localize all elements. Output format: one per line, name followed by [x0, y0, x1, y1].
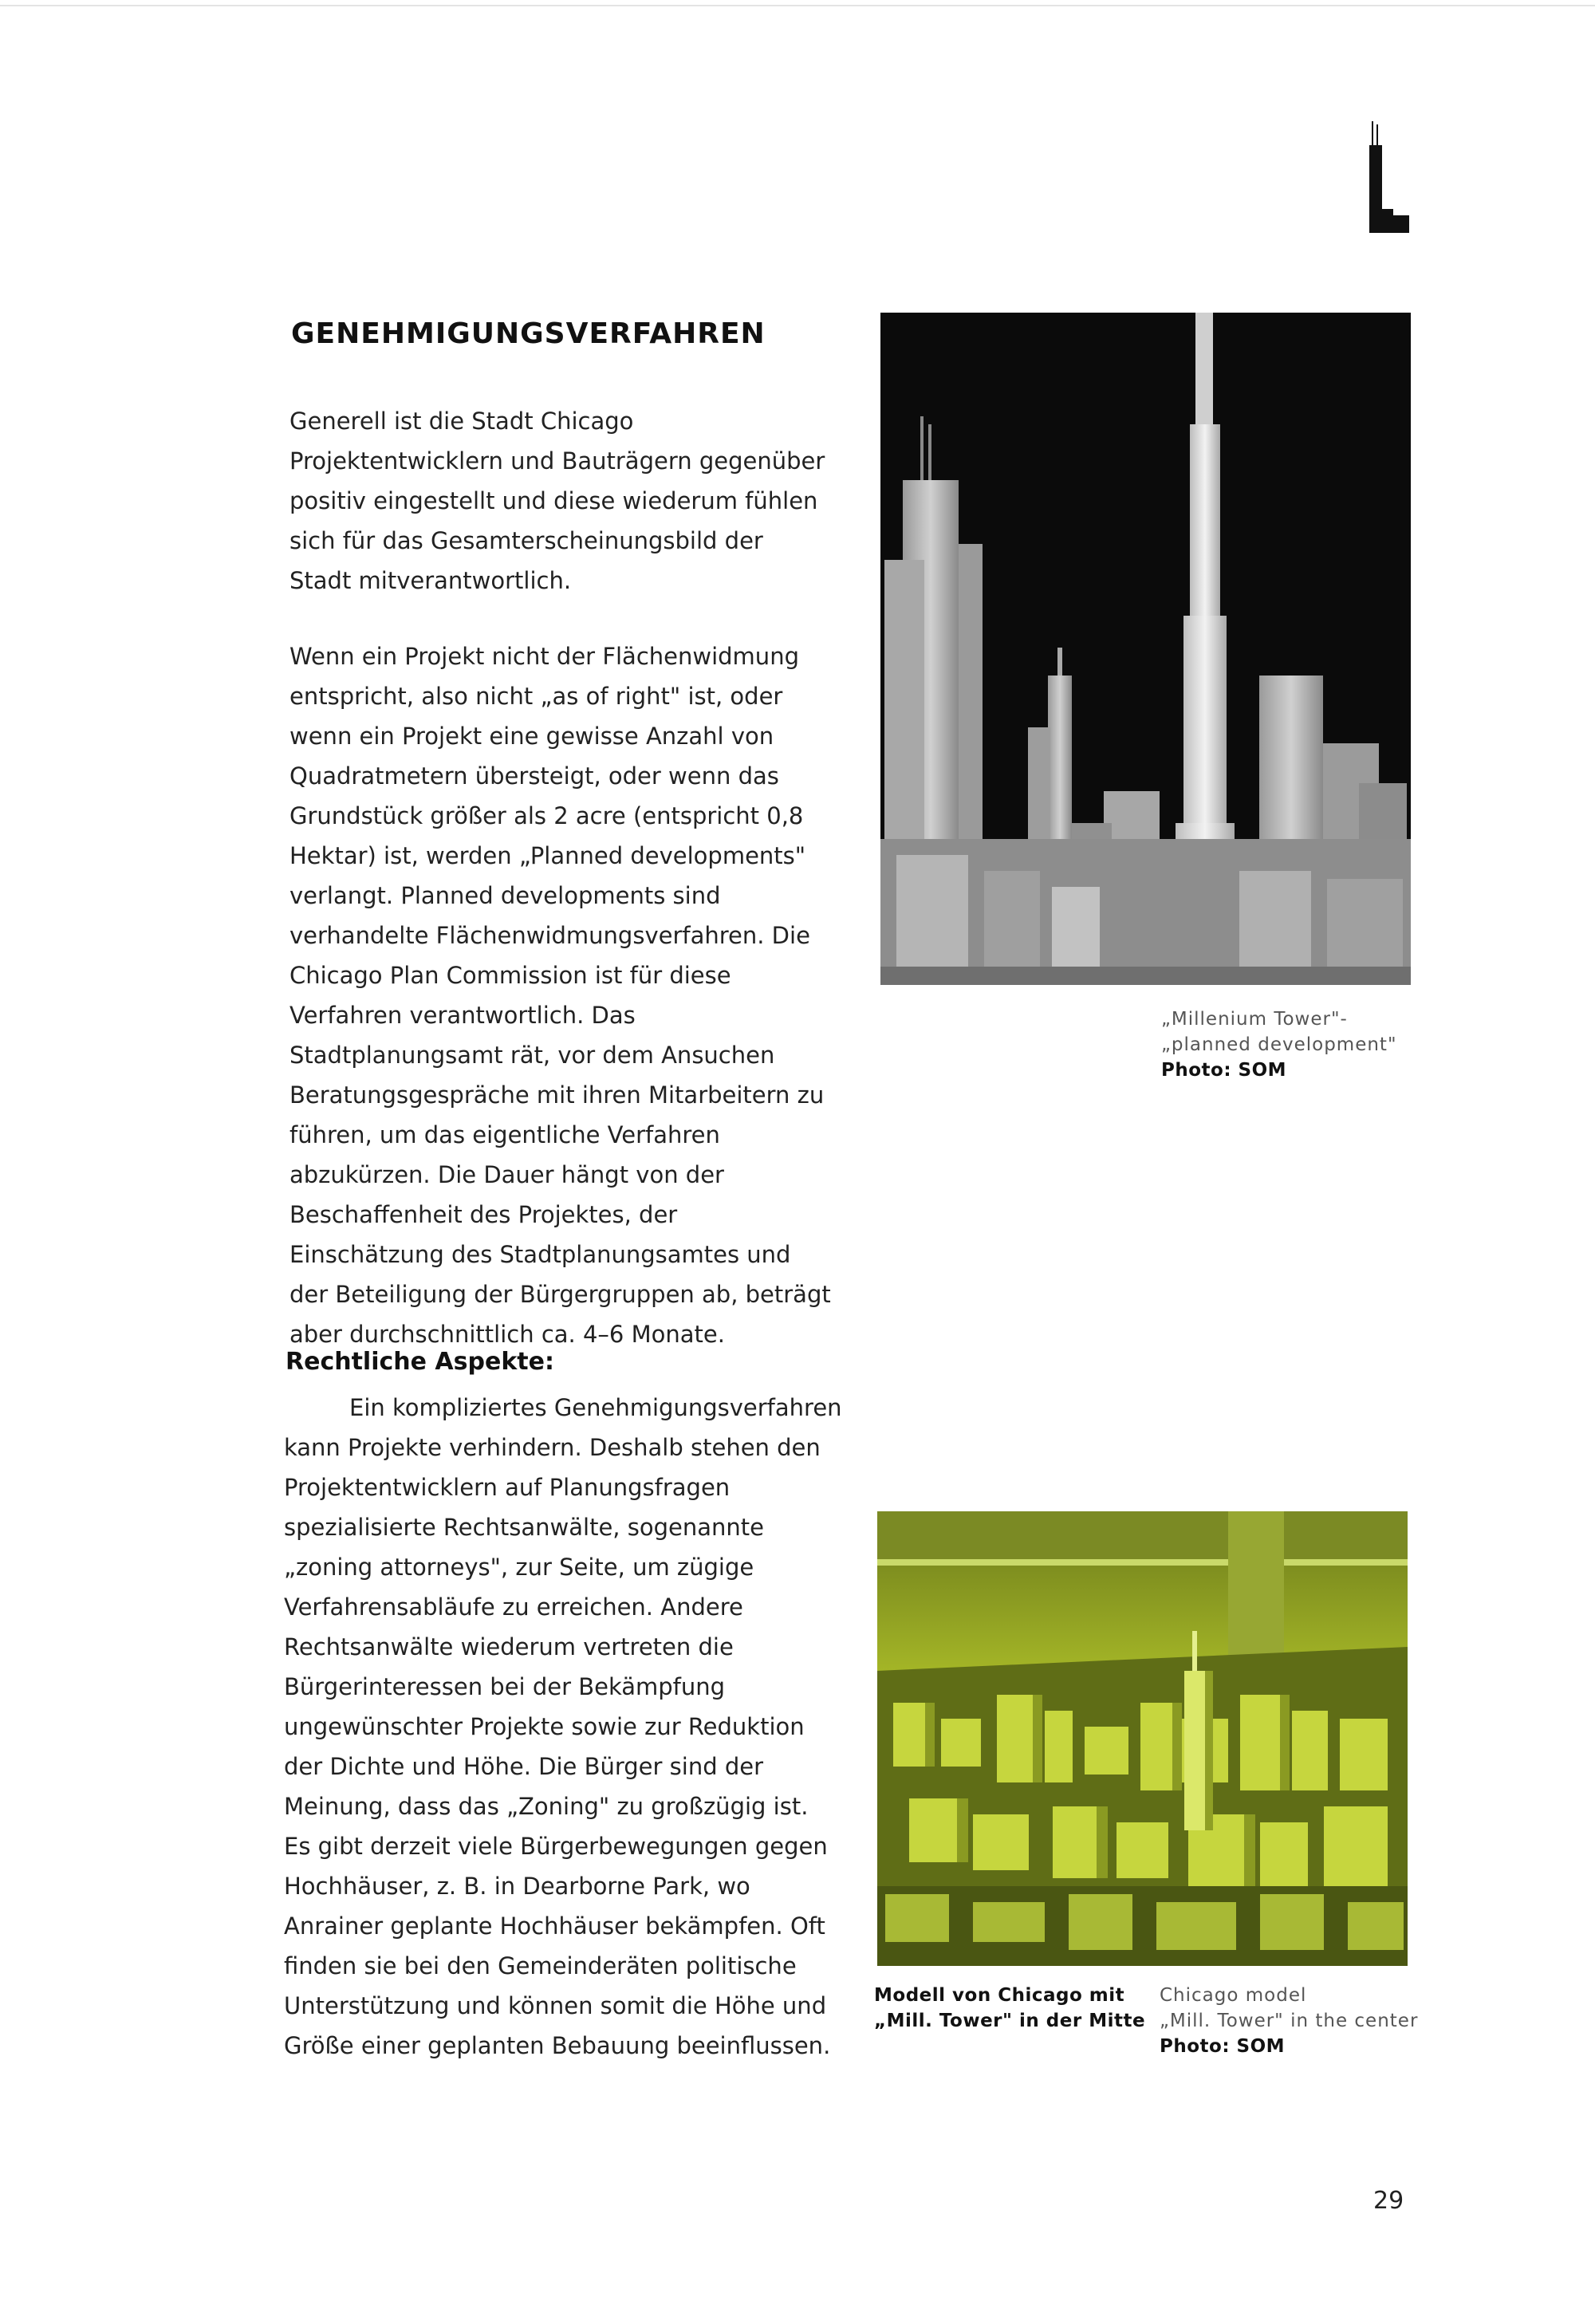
caption-line: „Mill. Tower" in the center — [1160, 2011, 1419, 2031]
photo-credit: Photo: SOM — [1160, 2036, 1286, 2057]
caption-millenium-tower — [1161, 1006, 1397, 1083]
section-heading: GENEHMIGUNGSVERFAHREN — [291, 317, 766, 350]
photo-millenium-tower-model — [880, 313, 1411, 985]
caption-line: Chicago model — [1160, 1985, 1307, 2006]
paragraph-intro: Generell ist die Stadt Chicago Projektentwicklern und Bauträgern gegenüber positiv eingestellt und diese wiederum fühlen sich für das Gesamterscheinungsbild der Stadt mitverantwortlich. — [289, 408, 825, 594]
caption-city-model-english — [1160, 1983, 1418, 2059]
paragraph-planned-developments: Wenn ein Projekt nicht der Flächenwidmung entspricht, also nicht „as of right" ist, oder wenn ein Projekt eine gewisse Anzahl von Quadratmetern übersteigt, oder wenn das Grundstück größer als 2 acre (entspricht 0,8 Hektar) ist, werden „Planned developments" verlangt. Planned developments sind verhandelte Flächenwidmungsverfahren. Die Chicago Plan Commission ist für diese Verfahren verantwortlich. Das Stadtplanungsamt rät, vor dem Ansuchen Beratungsgespräche mit ihren Mitarbeitern zu führen, um das eigentliche Verfahren abzukürzen. Die Dauer hängt von der Beschaffenheit des Projektes, der Einschätzung des Stadtplanungsamtes und der Beteiligung der Bürgergruppen ab, beträgt aber durchschnittlich ca. 4–6 Monate. — [289, 643, 831, 1348]
caption-line: „planned development" — [1161, 1034, 1397, 1055]
page-number: 29 — [1373, 2187, 1404, 2215]
paragraph-legal-aspects: Ein kompliziertes Genehmigungsverfahren kann Projekte verhindern. Deshalb stehen den Projektentwicklern auf Planungsfragen spezialisierte Rechtsanwälte, sogenannte „zoning attorneys", zur Seite, um zügige Verfahrensabläufe zu erreichen. Andere Rechtsanwälte wiederum vertreten die Bürgerinteressen bei der Bekämpfung ungewünschter Projekte sowie zur Reduktion der Dichte und Höhe. Die Bürger sind der Meinung, dass das „Zoning" zu großzügig ist. Es gibt derzeit viele Bürgerbewegungen gegen Hochhäuser, z. B. in Dearborne Park, wo Anrainer geplante Hochhäuser bekämpfen. Oft finden sie bei den Gemeinderäten politische Unterstützung und können somit die Höhe und Größe einer geplanten Bebauung beeinflussen. — [284, 1394, 842, 2059]
caption-city-model-german — [874, 1983, 1145, 2034]
skyscraper-logo-icon — [1365, 121, 1413, 233]
photo-chicago-city-model — [877, 1511, 1408, 1966]
caption-line: „Millenium Tower"- — [1161, 1009, 1348, 1030]
caption-line: „Mill. Tower" in der Mitte — [874, 2011, 1146, 2031]
photo-credit: Photo: SOM — [1161, 1060, 1287, 1081]
subheading-legal-aspects: Rechtliche Aspekte: — [286, 1348, 554, 1376]
caption-line: Modell von Chicago mit — [874, 1985, 1125, 2006]
top-rule — [0, 5, 1595, 6]
